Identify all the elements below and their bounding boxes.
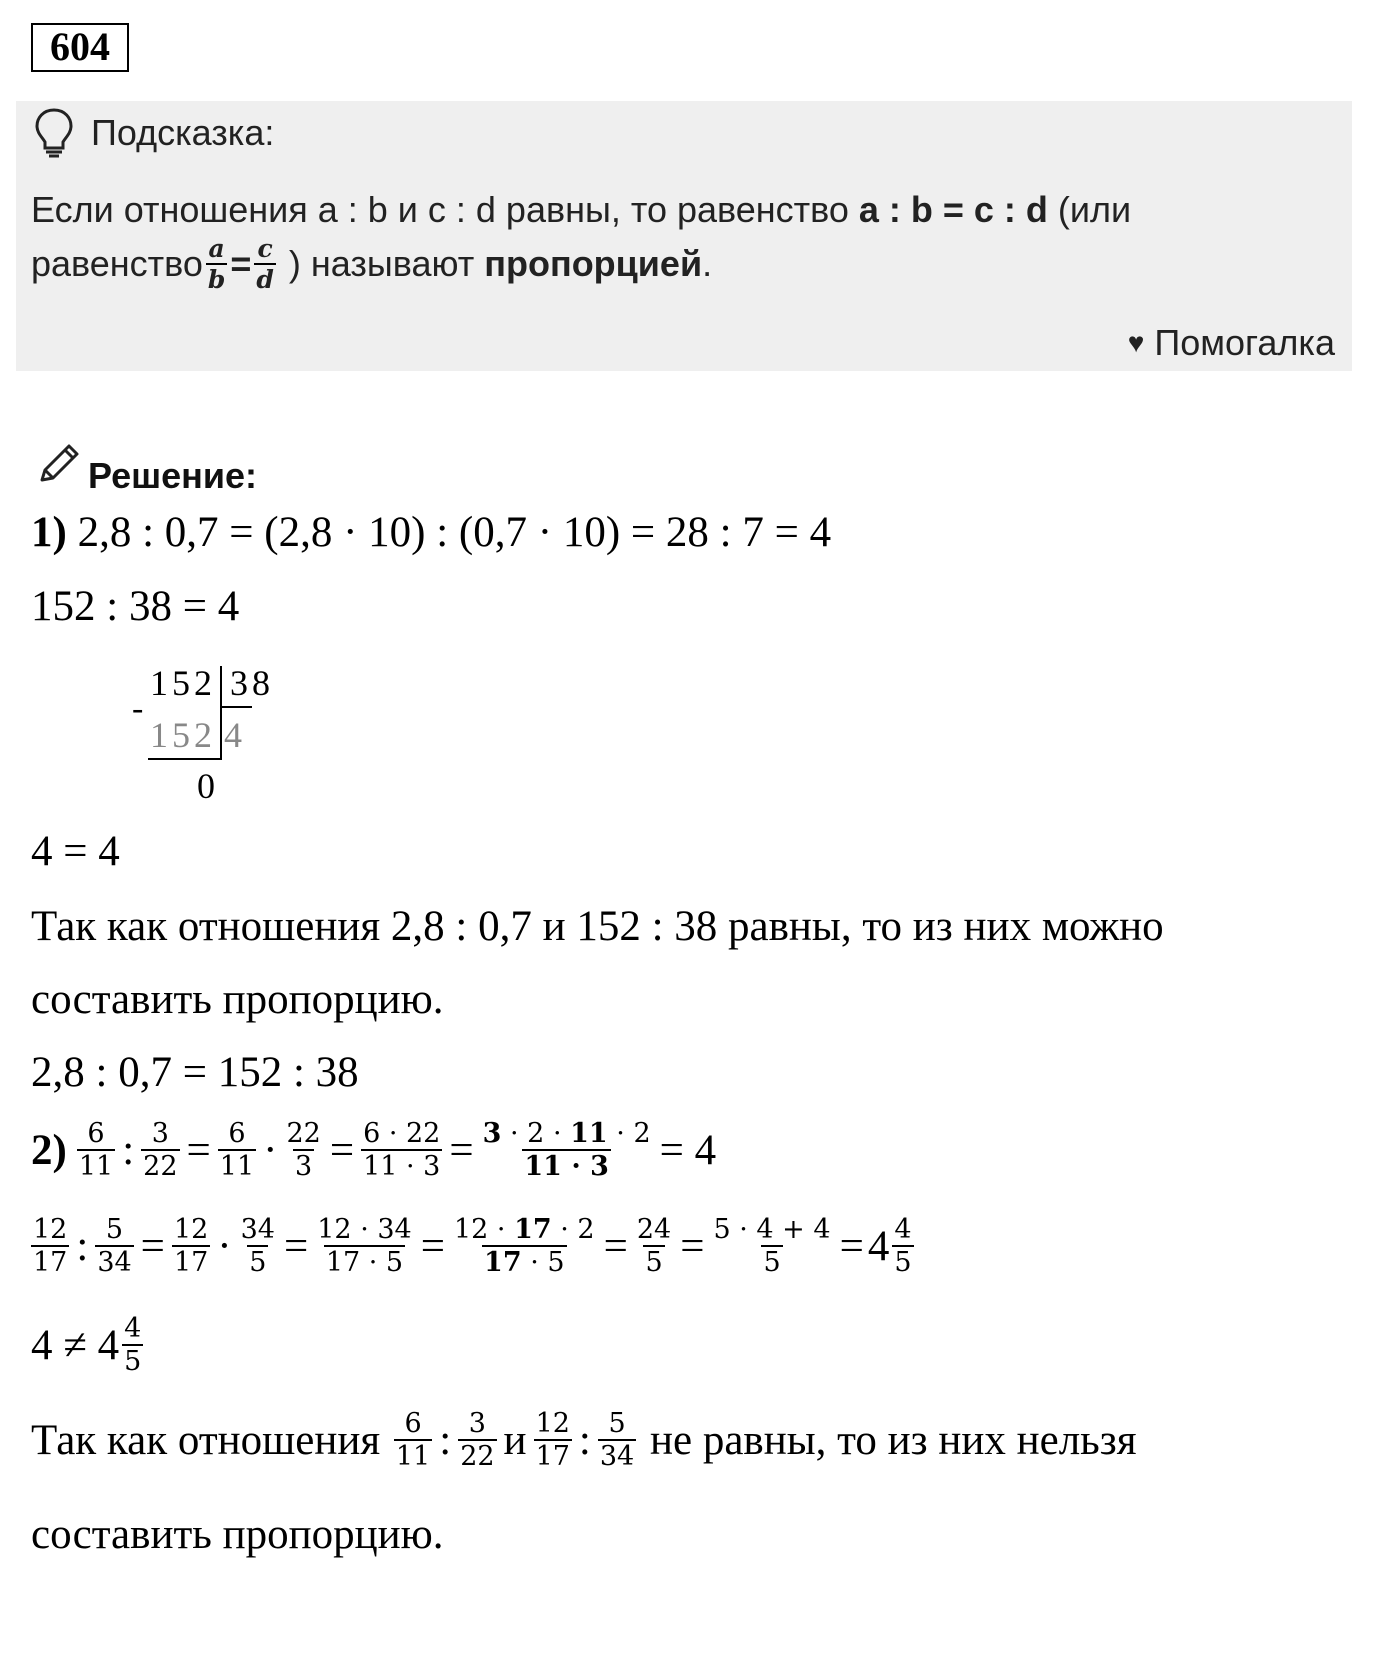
conjunction: и [503, 1416, 527, 1464]
fraction-denominator: 11 [395, 1441, 431, 1472]
fraction-denominator: 5 [894, 1247, 912, 1278]
colon-sign: : [578, 1416, 591, 1464]
factor-text: · 2 [607, 1118, 651, 1149]
fraction-numerator: 12 [173, 1214, 209, 1245]
part-label: 1) [31, 509, 67, 556]
hint-text: (или [1047, 189, 1132, 230]
division-dividend: 152 [150, 663, 216, 703]
factor-text: · 2 · [501, 1118, 571, 1149]
fraction-numerator: 6 · 22 [363, 1118, 441, 1149]
equals-sign: = [420, 1222, 445, 1270]
colon-sign: : [439, 1416, 452, 1464]
fraction-denominator: 17 [535, 1441, 570, 1472]
solution-title: Решение: [88, 455, 258, 496]
fraction-numerator: 12 · 34 [317, 1214, 412, 1245]
equals-sign: = [680, 1222, 705, 1270]
equals-sign: = [140, 1222, 165, 1270]
fraction [315, 1216, 413, 1276]
mixed-whole: 4 [867, 1222, 890, 1270]
part-label: 2) [31, 1126, 67, 1174]
hint-fraction-cd [254, 236, 275, 292]
factor-text: · 5 [521, 1247, 565, 1278]
hint-text: равенство [31, 243, 203, 284]
text: Так как отношения [31, 1416, 391, 1464]
hint-line-1 [31, 189, 1131, 231]
fraction-reduced [452, 1216, 597, 1276]
fraction-numerator: 34 [240, 1214, 275, 1245]
fraction [172, 1216, 210, 1276]
fraction-numerator: 12 [535, 1408, 570, 1439]
fraction [218, 1120, 256, 1180]
fraction [95, 1216, 133, 1276]
inequality-text: 4 ≠ 4 [31, 1321, 120, 1369]
fraction-denominator: 22 [460, 1441, 495, 1472]
equals-sign: = [283, 1222, 309, 1270]
fraction-denominator: 11 [78, 1151, 114, 1182]
fraction-numerator: 3 [468, 1408, 486, 1439]
division-vertical-line [220, 666, 222, 760]
brand-signature [1128, 322, 1335, 364]
fraction-denominator: 17 [173, 1247, 209, 1278]
fraction [534, 1410, 572, 1470]
fraction-numerator: 4 [894, 1214, 912, 1245]
cancelled-factor: 11 [570, 1118, 608, 1149]
fraction-denominator [482, 1245, 567, 1276]
fraction-denominator: 3 [295, 1151, 313, 1182]
division-result-line [148, 758, 222, 760]
text: не равны, то из них нельзя [639, 1416, 1137, 1464]
equals-sign: = [230, 243, 252, 284]
fraction [394, 1410, 432, 1470]
dot-sign: · [217, 1222, 232, 1270]
fraction-denominator: 11 · 3 [363, 1151, 441, 1182]
cancelled-factor: 3 [482, 1118, 502, 1149]
fraction [892, 1216, 913, 1276]
division-remainder: 0 [197, 766, 215, 806]
fraction-denominator: 11 [219, 1151, 255, 1182]
fraction-denominator: b [207, 265, 226, 294]
fraction [31, 1216, 69, 1276]
cancelled-factor: 17 [484, 1247, 522, 1278]
fraction-numerator: 6 [87, 1118, 105, 1149]
fraction [361, 1120, 442, 1180]
colon-sign: : [76, 1222, 89, 1270]
fraction-numerator: 3 [151, 1118, 169, 1149]
hint-text: . [702, 243, 713, 284]
division-quotient: 4 [224, 715, 242, 755]
fraction-denominator: 5 [124, 1346, 142, 1377]
fraction-numerator: 4 [124, 1313, 142, 1344]
equals-sign: = [329, 1126, 355, 1174]
fraction-denominator: 5 [249, 1247, 267, 1278]
equation: 2,8 : 0,7 = (2,8 · 10) : (0,7 · 10) = 28 : 7 = 4 [66, 509, 832, 556]
hint-title: Подсказка: [91, 112, 275, 153]
part2-equation2 [28, 1216, 917, 1276]
fraction-numerator [452, 1216, 597, 1245]
hint-text: Если отношения a : b и c : d равны, то равенство [31, 189, 859, 230]
part1-line2: 152 : 38 = 4 [31, 583, 240, 630]
part1-line1 [31, 508, 831, 557]
fraction-numerator: 6 [404, 1408, 422, 1439]
result: = 4 [659, 1126, 717, 1174]
pencil-icon [34, 440, 82, 488]
part1-text1: Так как отношения 2,8 : 0,7 и 152 : 38 равны, то из них можно [31, 903, 1164, 950]
hint-fraction-ab [206, 236, 227, 292]
fraction-numerator: a [208, 234, 225, 263]
cancelled-factor: 17 [514, 1214, 552, 1245]
heart-icon: ♥ [1127, 327, 1145, 358]
fraction [712, 1216, 833, 1276]
fraction [635, 1216, 673, 1276]
fraction [458, 1410, 496, 1470]
part2-inequality [31, 1315, 146, 1375]
brand-name: Помогалка [1154, 322, 1335, 363]
colon-sign: : [122, 1126, 135, 1174]
part2-text2: составить пропорцию. [31, 1511, 444, 1558]
fraction-denominator: 34 [97, 1247, 132, 1278]
equals-sign: = [603, 1222, 628, 1270]
part1-text2: составить пропорцию. [31, 976, 444, 1023]
dot-sign: · [263, 1126, 278, 1174]
fraction [141, 1120, 179, 1180]
fraction-numerator: 22 [286, 1118, 321, 1149]
fraction-numerator: 5 [608, 1408, 626, 1439]
fraction [284, 1120, 322, 1180]
factor-text: 12 · [453, 1214, 515, 1245]
fraction [77, 1120, 115, 1180]
fraction-numerator [481, 1120, 653, 1149]
fraction-numerator: 24 [636, 1214, 672, 1245]
fraction-reduced [481, 1120, 653, 1180]
division-subtrahend: 152 [150, 715, 216, 755]
fraction [598, 1410, 636, 1470]
fraction-denominator: 17 [33, 1247, 68, 1278]
fraction-denominator: 22 [143, 1151, 178, 1182]
problem-number: 604 [31, 23, 129, 72]
fraction-denominator: 5 [645, 1247, 663, 1278]
equals-sign: = [449, 1126, 474, 1174]
part1-line3: 4 = 4 [31, 828, 120, 875]
fraction-denominator: 17 · 5 [325, 1247, 404, 1278]
hint-line-2 [31, 236, 712, 292]
fraction-numerator: 5 · 4 + 4 [713, 1214, 831, 1245]
lightbulb-icon [34, 107, 74, 159]
factor-text: · 2 [551, 1214, 595, 1245]
part2-equation1 [31, 1120, 720, 1180]
fraction-denominator: 11 · 3 [524, 1151, 609, 1182]
fraction-numerator: 5 [105, 1214, 124, 1245]
equals-sign: = [186, 1126, 211, 1174]
hint-formula: a : b = c : d [858, 189, 1048, 230]
fraction [122, 1315, 143, 1375]
part2-text1 [31, 1410, 1137, 1470]
part1-line4: 2,8 : 0,7 = 152 : 38 [31, 1049, 359, 1096]
hint-text: ) называют [278, 243, 485, 284]
fraction-numerator: 12 [33, 1214, 68, 1245]
fraction-denominator: 5 [763, 1247, 781, 1278]
division-divisor: 38 [230, 663, 274, 703]
equals-sign: = [839, 1222, 864, 1270]
fraction-denominator: d [256, 265, 274, 294]
fraction-denominator: 34 [599, 1441, 635, 1472]
division-minus: - [132, 690, 144, 727]
fraction-numerator: 6 [228, 1118, 246, 1149]
fraction [239, 1216, 277, 1276]
hint-term: пропорцией [484, 243, 703, 284]
fraction-numerator: c [257, 234, 273, 263]
division-divisor-line [221, 706, 252, 708]
